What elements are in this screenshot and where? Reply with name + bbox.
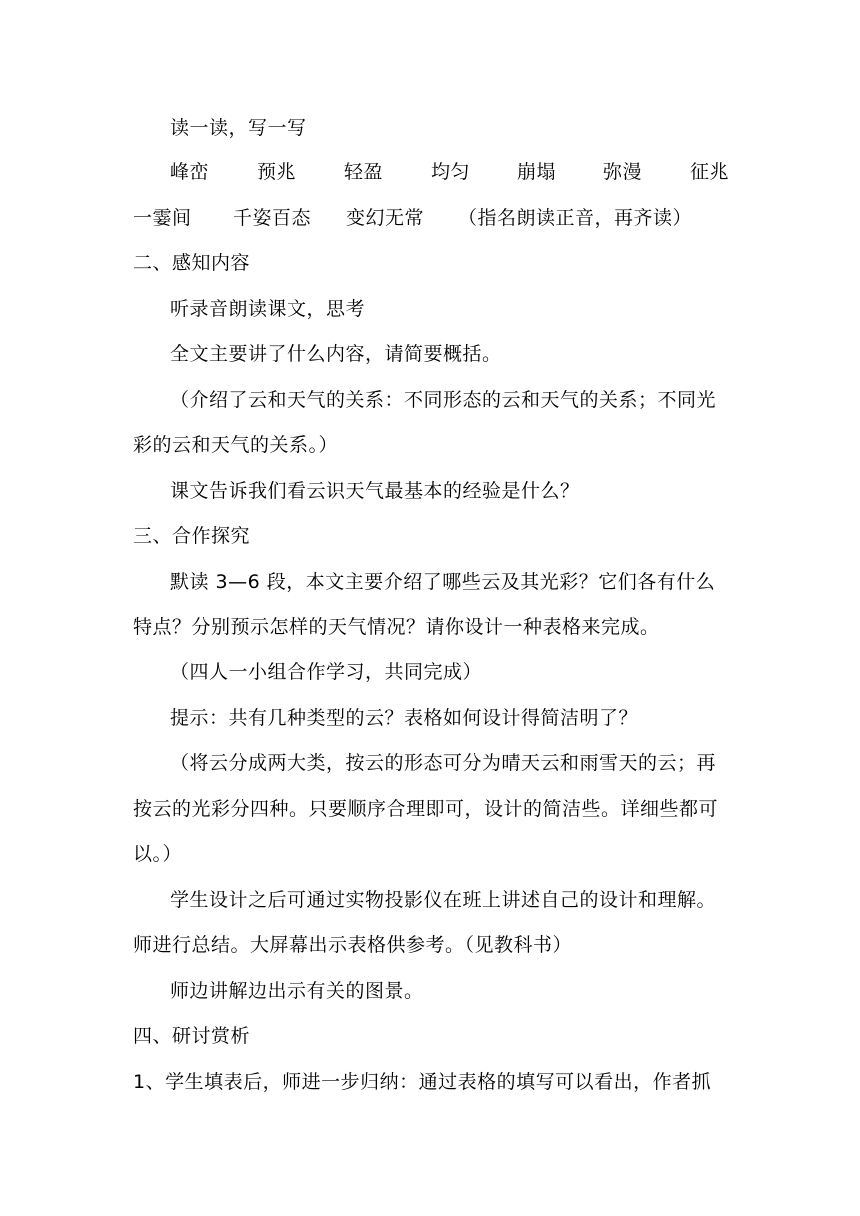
paragraph: （四人一小组合作学习，共同完成） [170,661,483,683]
paragraph: （将云分成两大类，按云的形态可分为晴天云和雨雪天的云；再 [170,752,717,774]
vocab-word: 峰峦 [170,161,210,183]
paragraph: 提示：共有几种类型的云？表格如何设计得简洁明了？ [170,707,639,729]
paragraph: 课文告诉我们看云识天气最基本的经验是什么？ [170,480,580,502]
reading-instruction: （指名朗读正音，再齐读） [458,207,693,229]
vocab-word: 一霎间 [133,207,192,229]
vocab-word: 预兆 [257,161,297,183]
paragraph: 师进行总结。大屏幕出示表格供参考。（见教科书） [133,934,573,956]
paragraph: 默读 3—6 段，本文主要介绍了哪些云及其光彩？它们各有什么 [170,571,716,593]
paragraph: 按云的光彩分四种。只要顺序合理即可，设计的简洁些。详细些都可 [133,798,719,820]
paragraph: 彩的云和天气的关系。） [133,434,339,456]
paragraph: 听录音朗读课文，思考 [170,298,366,320]
vocab-word: 变幻无常 [346,207,425,229]
paragraph: 特点？分别预示怎样的天气情况？请你设计一种表格来完成。 [133,616,660,638]
paragraph: 师边讲解边出示有关的图景。 [170,980,424,1002]
section-heading-2: 二、感知内容 [133,252,251,274]
paragraph: （介绍了云和天气的关系：不同形态的云和天气的关系；不同光 [170,389,717,411]
paragraph: 以。） [133,843,183,865]
section-heading-4: 四、研讨赏析 [133,1025,251,1047]
vocab-word: 千姿百态 [233,207,312,229]
vocab-word: 均匀 [431,161,471,183]
vocab-word: 轻盈 [344,161,384,183]
paragraph: 学生设计之后可通过实物投影仪在班上讲述自己的设计和理解。 [170,889,717,911]
vocab-word: 征兆 [690,161,730,183]
section-heading-read-write: 读一读，写一写 [170,117,307,139]
vocab-word: 崩塌 [517,161,557,183]
vocab-word: 弥漫 [603,161,643,183]
section-heading-3: 三、合作探究 [133,525,251,547]
paragraph: 全文主要讲了什么内容，请简要概括。 [170,343,502,365]
paragraph: 1、学生填表后，师进一步归纳：通过表格的填写可以看出，作者抓 [133,1071,712,1093]
